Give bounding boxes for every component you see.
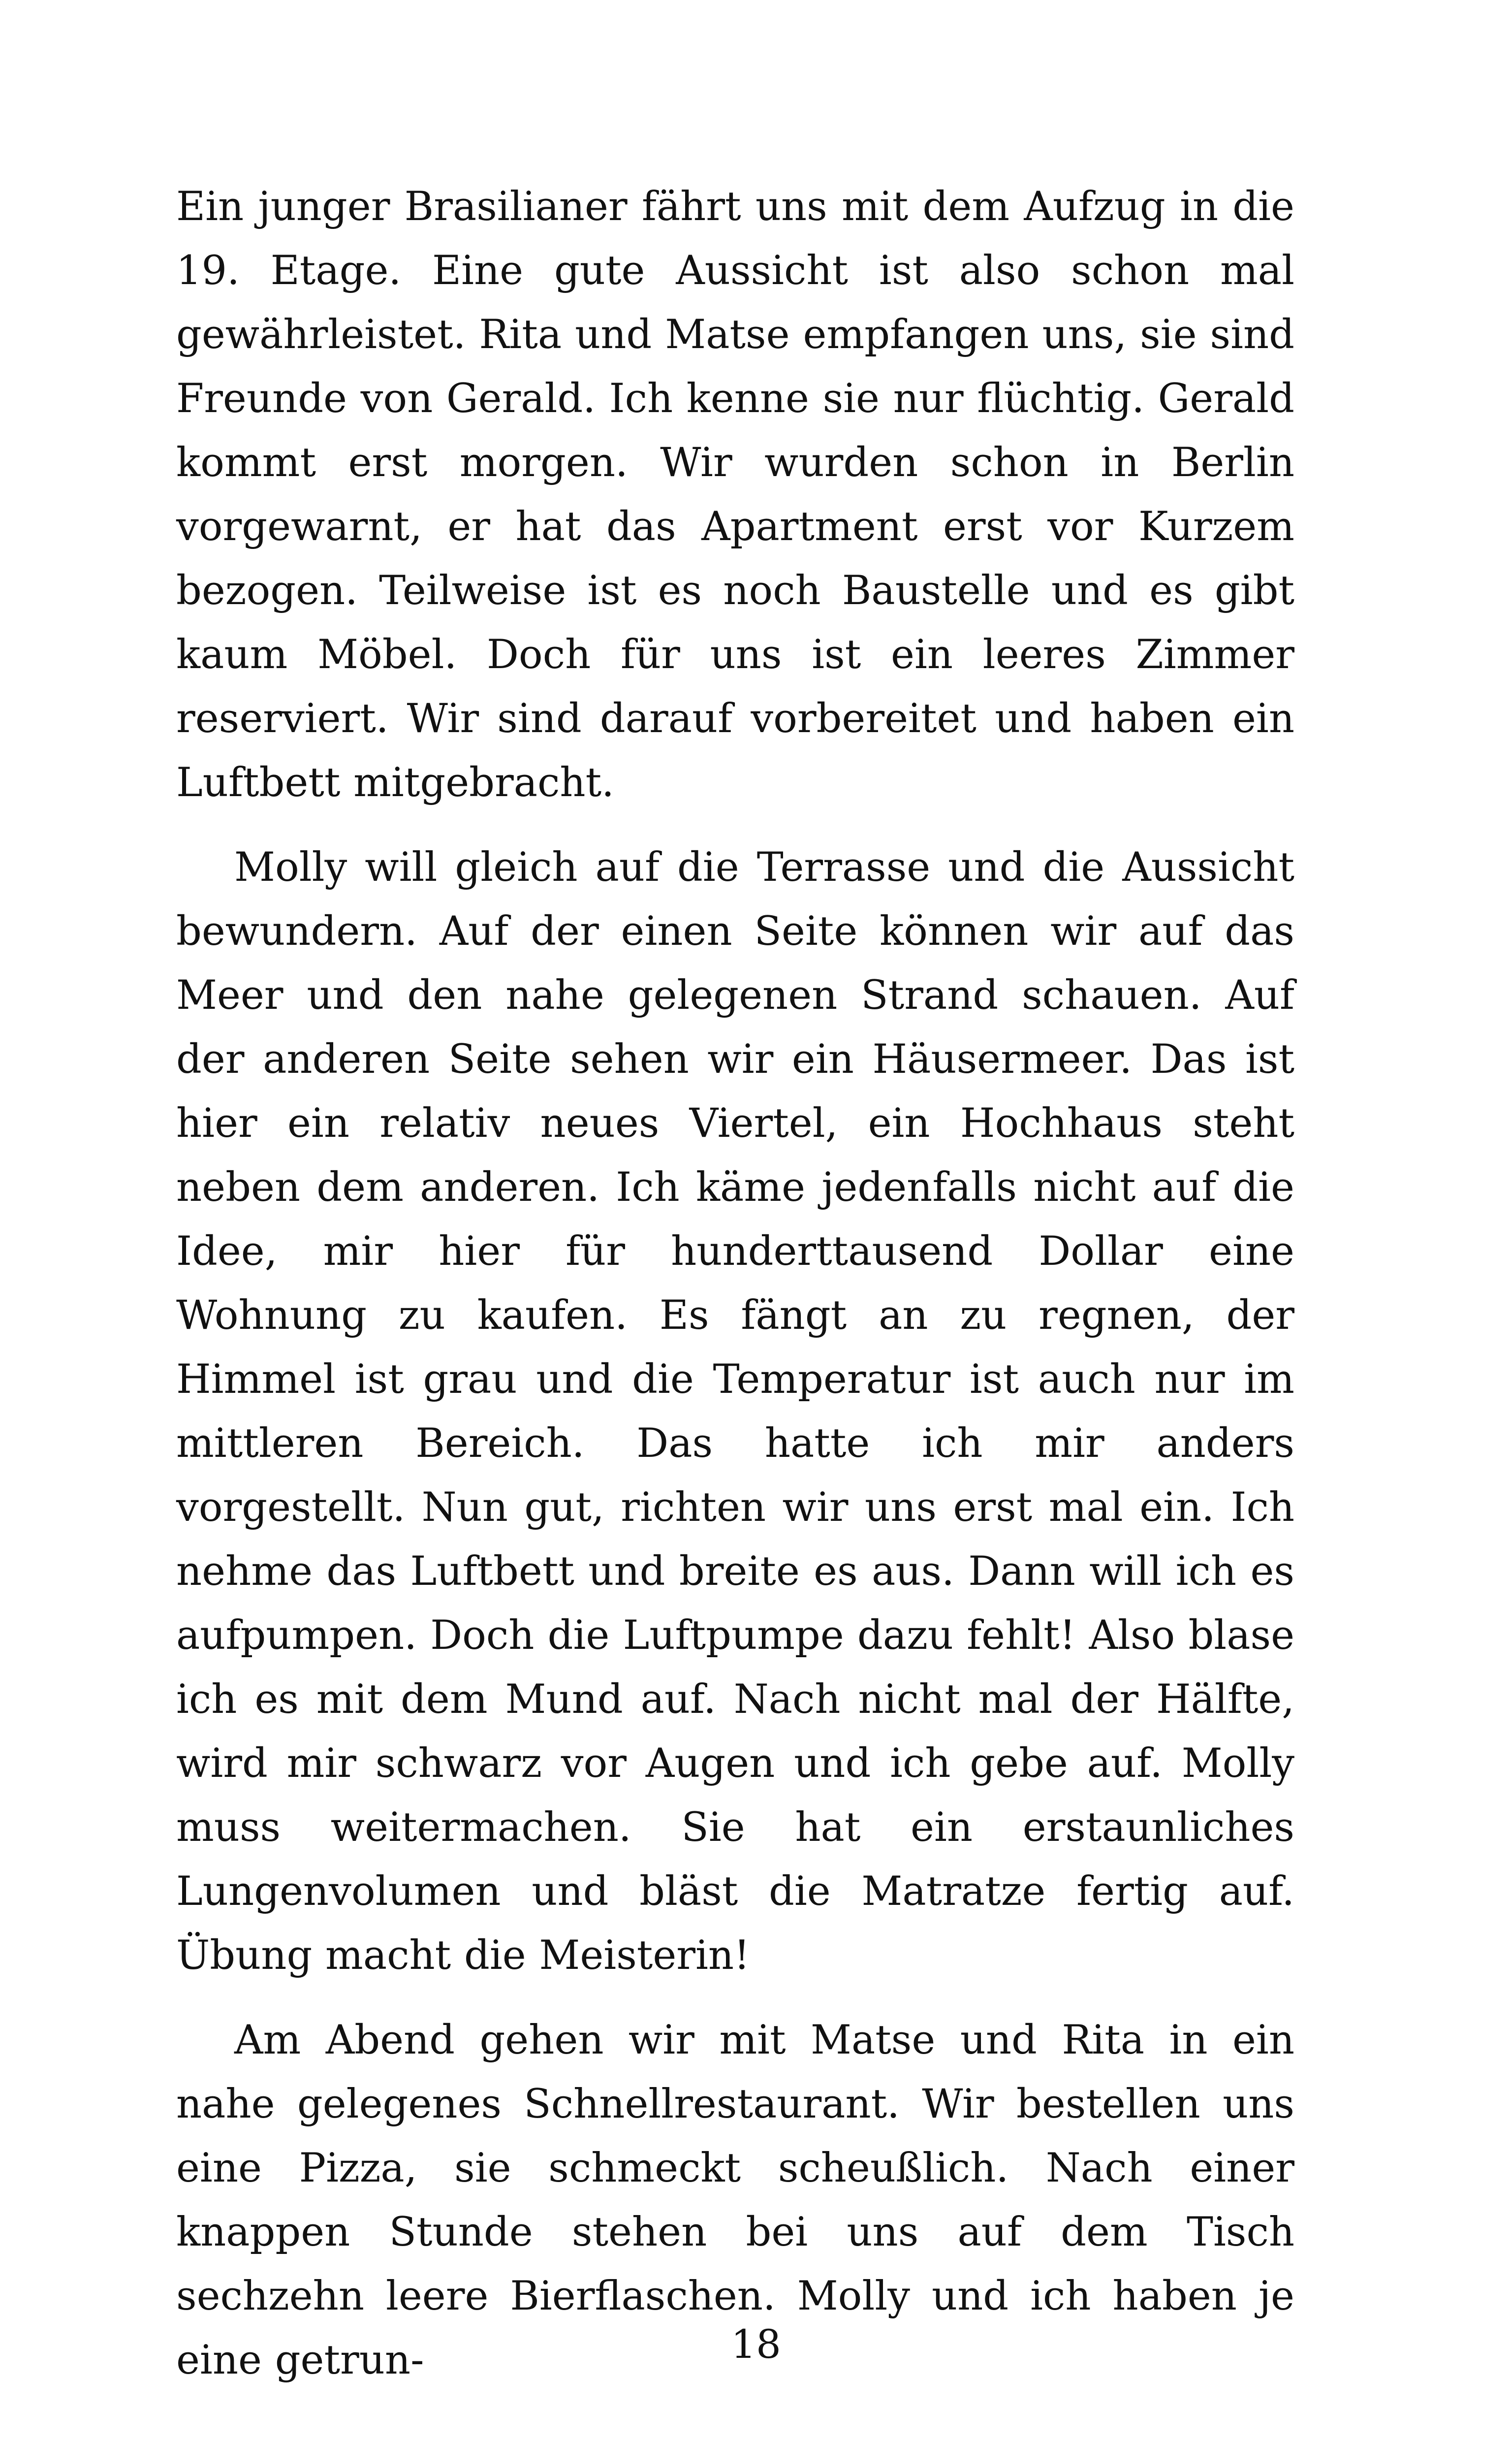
paragraph-1: Ein junger Brasilianer fährt uns mit dem Aufzug in die 19. Etage. Eine gute Aussicht ist also schon mal gewährleistet. Rita und Matse empfangen uns, sie sind Freunde von Gerald. Ich kenne sie nur flüchtig. Gerald kommt erst morgen. Wir wurden schon in Berlin vorgewarnt, er hat das Apartment erst vor Kurzem bezogen. Teilweise ist es noch Baustelle und es gibt kaum Möbel. Doch für uns ist ein leeres Zimmer reserviert. Wir sind darauf vorbereitet und haben ein Luftbett mitgebracht. [176,184,1294,806]
paragraph-2: Molly will gleich auf die Terrasse und die Aussicht bewundern. Auf der einen Seite können wir auf das Meer und den nahe gelegenen Strand schauen. Auf der anderen Seite sehen wir ein Häusermeer. Das ist hier ein relativ neues Viertel, ein Hochhaus steht neben dem anderen. Ich käme jedenfalls nicht auf die Idee, mir hier für hunderttausend Dollar eine Wohnung zu kaufen. Es fängt an zu regnen, der Himmel ist grau und die Temperatur ist auch nur im mittleren Bereich. Das hatte ich mir anders vorgestellt. Nun gut, richten wir uns erst mal ein. Ich nehme das Luftbett und breite es aus. Dann will ich es aufpumpen. Doch die Luftpumpe dazu fehlt! Also blase ich es mit dem Mund auf. Nach nicht mal der Hälfte, wird mir schwarz vor Augen und ich gebe auf. Molly muss weitermachen. Sie hat ein erstaunliches Lungenvolumen und bläst die Matratze fertig auf. Übung macht die Meisterin! [176,844,1294,1979]
page-body-text [176,175,1294,2392]
paragraph-3: Am Abend gehen wir mit Matse und Rita in ein nahe gelegenes Schnellrestaurant. Wir bestellen uns eine Pizza, sie schmeckt scheußlich. Nach einer knappen Stunde stehen bei uns auf dem Tisch sechzehn leere Bierflaschen. Molly und ich haben je eine getrun- [176,2017,1294,2383]
page-number: 18 [731,2321,781,2367]
